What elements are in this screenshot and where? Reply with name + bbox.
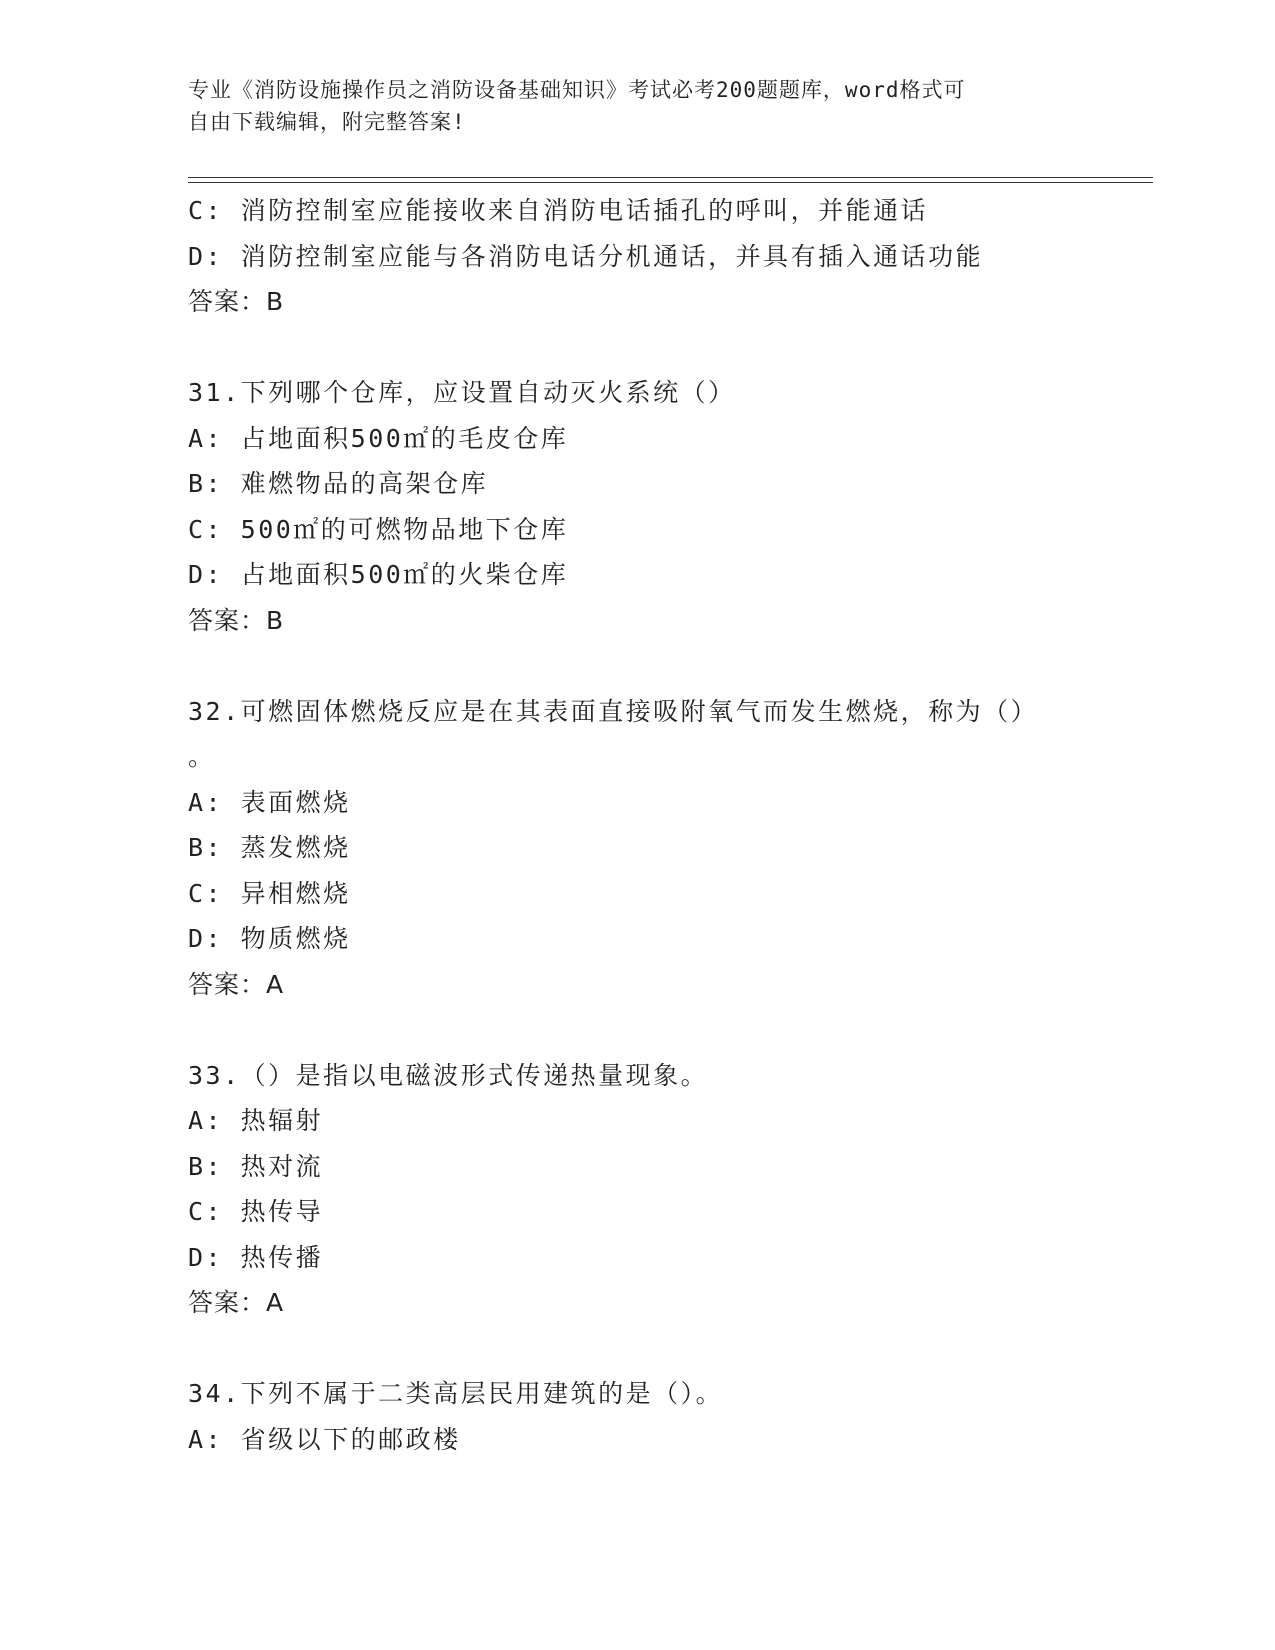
answer-q30: 答案：B [188, 287, 285, 316]
option-c-q32: C: 异相燃烧 [188, 878, 351, 908]
spacer [188, 1007, 1088, 1053]
option-b-q32: B: 蒸发燃烧 [188, 833, 351, 862]
header-line-2: 自由下载编辑，附完整答案! [188, 110, 466, 134]
question-31: 31.下列哪个仓库，应设置自动灭火系统（） [188, 378, 736, 407]
spacer [188, 1326, 1088, 1372]
option-b-q31: B: 难燃物品的高架仓库 [188, 469, 489, 498]
option-a-q31: A: 占地面积500㎡的毛皮仓库 [188, 423, 569, 453]
option-a-q32: A: 表面燃烧 [188, 787, 351, 817]
question-34: 34.下列不属于二类高层民用建筑的是（）。 [188, 1379, 724, 1408]
header-divider-top [188, 177, 1153, 178]
document-header [188, 74, 1068, 138]
header-line-1: 专业《消防设施操作员之消防设备基础知识》考试必考200题题库，word格式可 [188, 78, 966, 102]
question-32-continuation: 。 [188, 742, 216, 771]
question-33: 33.（）是指以电磁波形式传递热量现象。 [188, 1060, 709, 1090]
option-d-q32: D: 物质燃烧 [188, 924, 351, 953]
option-a-q34: A: 省级以下的邮政楼 [188, 1424, 461, 1454]
option-d-q30: D: 消防控制室应能与各消防电话分机通话，并具有插入通话功能 [188, 241, 984, 271]
spacer [188, 643, 1088, 689]
question-32: 32.可燃固体燃烧反应是在其表面直接吸附氧气而发生燃烧，称为（） [188, 696, 1039, 726]
option-c-q30: C: 消防控制室应能接收来自消防电话插孔的呼叫，并能通话 [188, 196, 929, 225]
option-a-q33: A: 热辐射 [188, 1106, 324, 1135]
option-c-q33: C: 热传导 [188, 1197, 324, 1226]
option-d-q33: D: 热传播 [188, 1242, 324, 1272]
answer-q32: 答案：A [188, 969, 285, 999]
option-b-q33: B: 热对流 [188, 1151, 324, 1181]
option-d-q31: D: 占地面积500㎡的火柴仓库 [188, 560, 569, 589]
header-divider-bottom [188, 182, 1153, 183]
answer-q33: 答案：A [188, 1288, 285, 1317]
answer-q31: 答案：B [188, 605, 285, 635]
option-c-q31: C: 500㎡的可燃物品地下仓库 [188, 514, 569, 544]
question-list [188, 188, 1088, 1462]
spacer [188, 325, 1088, 371]
